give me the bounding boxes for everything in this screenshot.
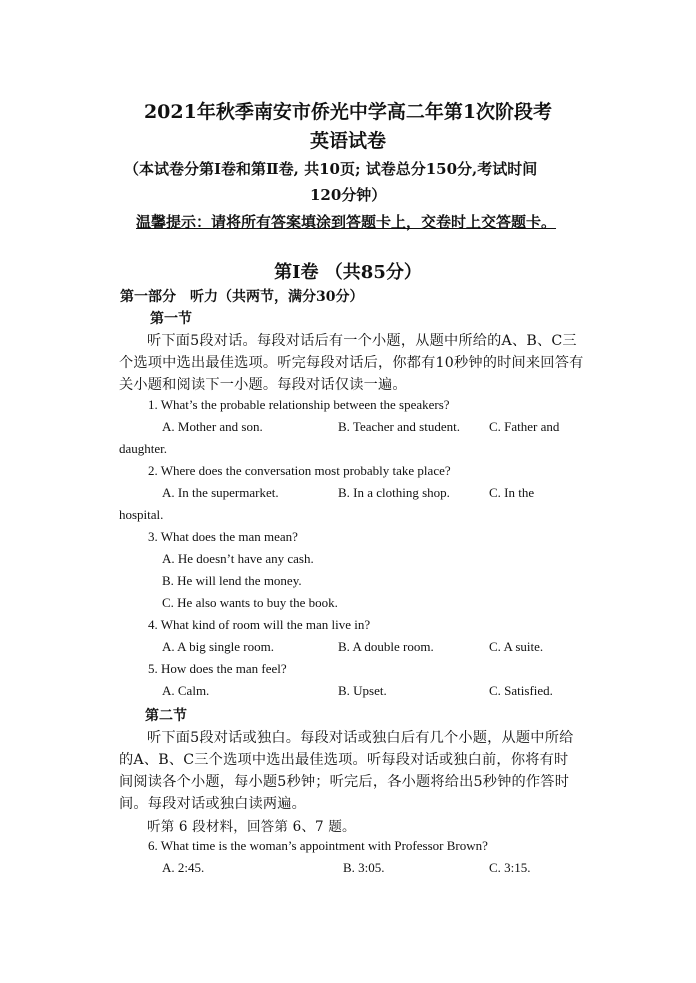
material-6-instruction: 听第 6 段材料，回答第 6、7 题。 (147, 819, 356, 835)
question-4: 4. What kind of room will the man live in? (148, 617, 371, 632)
q1-option-b: B. Teacher and student. (338, 419, 460, 434)
q3-option-a: A. He doesn’t have any cash. (162, 551, 314, 566)
section2-instruction-line1: 听下面5段对话或独白。每段对话或独白后有几个小题，从题中所给 (147, 730, 574, 746)
section1-heading: 第一节 (150, 311, 192, 327)
warm-tip: 温馨提示：请将所有答案填涂到答题卡上，交卷时上交答题卡。 (136, 213, 557, 231)
volume-title: 第Ⅰ卷 （共85分） (274, 262, 422, 283)
q2-option-c: C. In the (489, 485, 535, 500)
exam-note-line2: 120分钟） (310, 186, 387, 204)
q3-option-c: C. He also wants to buy the book. (162, 595, 338, 610)
q1-option-c: C. Father and (489, 419, 560, 434)
q1-option-c-wrap: daughter. (119, 441, 168, 456)
q3-option-b: B. He will lend the money. (162, 573, 302, 588)
q4-option-b: B. A double room. (338, 639, 434, 654)
question-3: 3. What does the man mean? (148, 529, 298, 544)
q5-option-a: A. Calm. (162, 683, 210, 698)
subject-title: 英语试卷 (309, 130, 386, 152)
q5-option-c: C. Satisfied. (489, 683, 553, 698)
section1-instruction-line2: 个选项中选出最佳选项。听完每段对话后，你都有10秒钟的时间来回答有 (119, 355, 584, 371)
q2-option-b: B. In a clothing shop. (338, 485, 450, 500)
question-5: 5. How does the man feel? (148, 661, 287, 676)
q4-option-a: A. A big single room. (162, 639, 274, 654)
q6-option-a: A. 2:45. (162, 860, 205, 875)
q6-option-b: B. 3:05. (343, 860, 385, 875)
q2-option-c-wrap: hospital. (119, 507, 164, 522)
section2-instruction-line4: 间。每段对话或独白读两遍。 (119, 796, 307, 812)
exam-title: 2021年秋季南安市侨光中学高二年第1次阶段考 (143, 101, 553, 123)
q5-option-b: B. Upset. (338, 683, 387, 698)
section2-instruction-line2: 的A、B、C三个选项中选出最佳选项。听每段对话或独白前，你将有时 (119, 752, 569, 768)
question-2: 2. Where does the conversation most probably take place? (148, 463, 451, 478)
question-6: 6. What time is the woman’s appointment with Professor Brown? (148, 838, 488, 853)
question-1: 1. What’s the probable relationship between the speakers? (148, 397, 450, 412)
section2-heading: 第二节 (145, 708, 187, 724)
section1-instruction-line1: 听下面5段对话。每段对话后有一个小题，从题中所给的A、B、C三 (147, 333, 577, 349)
q1-option-a: A. Mother and son. (162, 419, 263, 434)
section2-instruction-line3: 间阅读各个小题，每小题5秒钟；听完后，各小题将给出5秒钟的作答时 (119, 774, 570, 790)
q2-option-a: A. In the supermarket. (162, 485, 279, 500)
part1-heading: 第一部分 听力（共两节，满分30分） (120, 289, 364, 305)
section1-instruction-line3: 关小题和阅读下一小题。每段对话仅读一遍。 (119, 377, 407, 393)
exam-note-line1: （本试卷分第Ⅰ卷和第Ⅱ卷, 共10页; 试卷总分150分,考试时间 (124, 160, 538, 178)
q4-option-c: C. A suite. (489, 639, 544, 654)
q6-option-c: C. 3:15. (489, 860, 531, 875)
